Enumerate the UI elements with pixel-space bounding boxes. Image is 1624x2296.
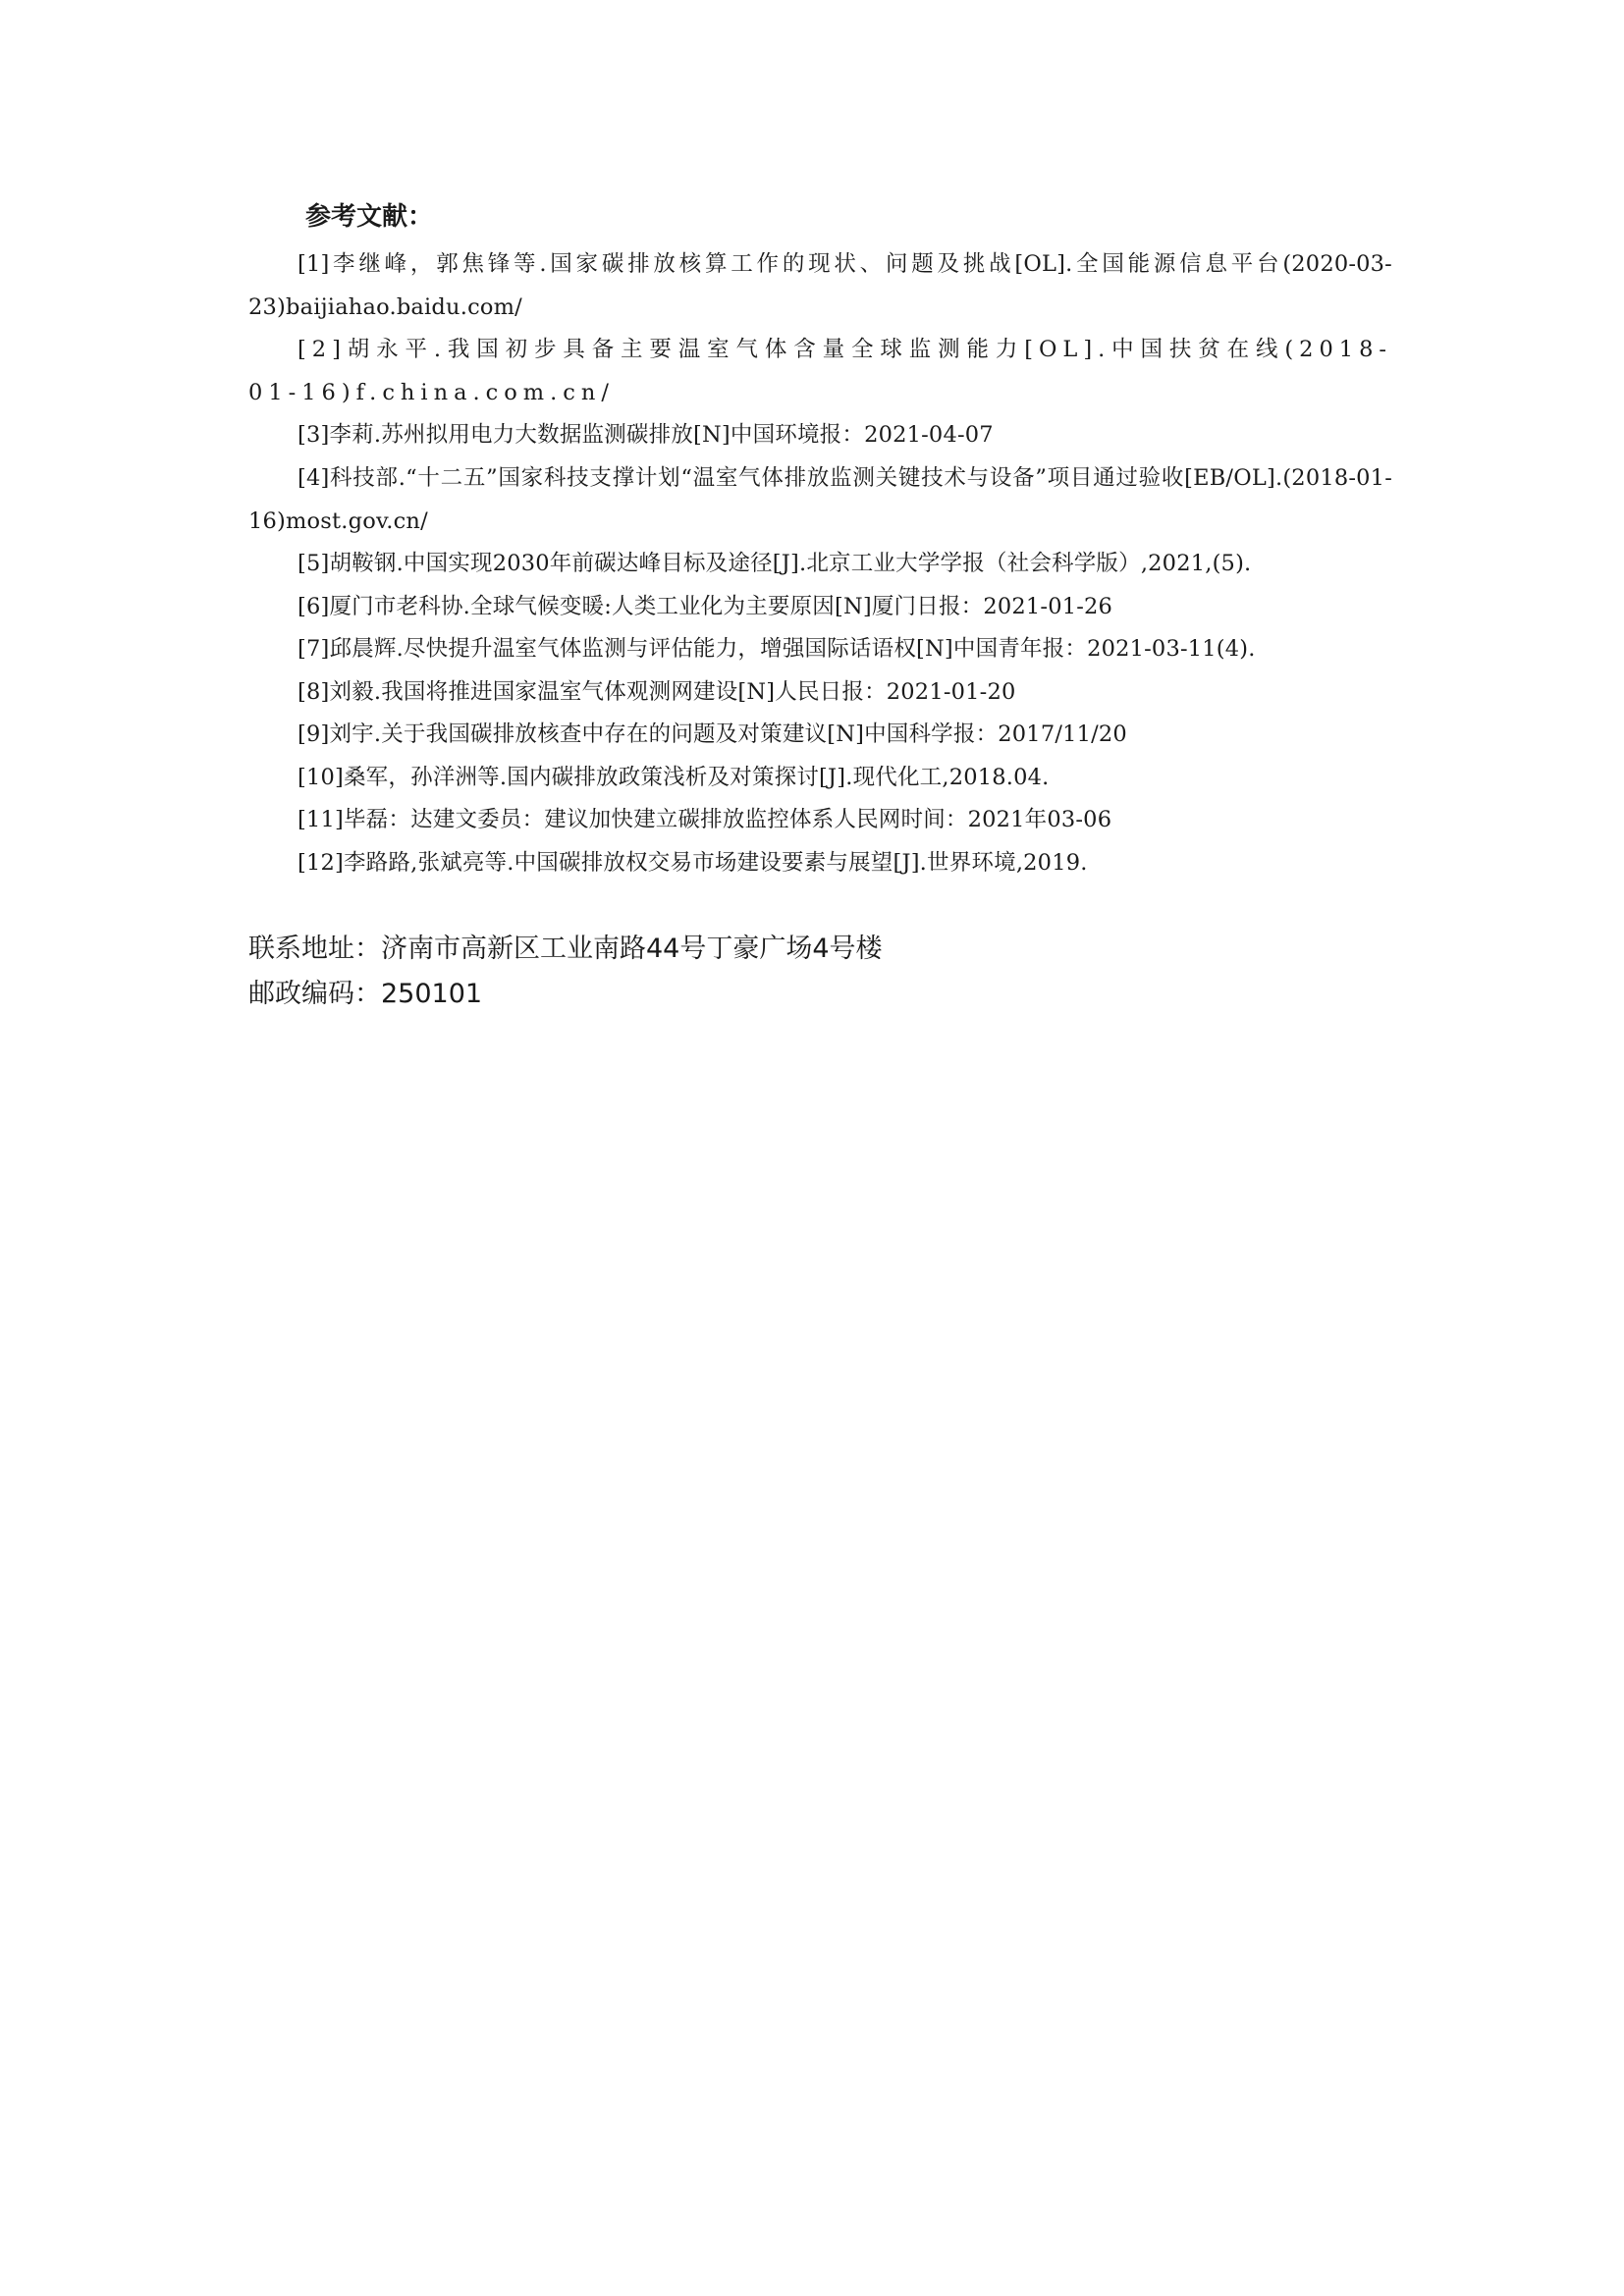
reference-item-1: [1]李继峰，郭焦锋等.国家碳排放核算工作的现状、问题及挑战[OL].全国能源信息平台(2020-03-23)baijiahao.baidu.com/ (248, 251, 1392, 320)
reference-item-7: [7]邱晨辉.尽快提升温室气体监测与评估能力，增强国际话语权[N]中国青年报：2021-03-11(4). (298, 636, 1256, 662)
contact-address: 联系地址：济南市高新区工业南路44号丁豪广场4号楼 (248, 934, 883, 964)
contact-postcode: 邮政编码：250101 (248, 979, 483, 1009)
reference-item-10: [10]桑军，孙洋洲等.国内碳排放政策浅析及对策探讨[J].现代化工,2018.04. (298, 765, 1050, 790)
reference-item-8: [8]刘毅.我国将推进国家温室气体观测网建设[N]人民日报：2021-01-20 (298, 679, 1016, 705)
reference-item-3: [3]李莉.苏州拟用电力大数据监测碳排放[N]中国环境报：2021-04-07 (298, 422, 994, 448)
reference-item-2: [2]胡永平.我国初步具备主要温室气体含量全球监测能力[OL].中国扶贫在线(2018-01-16)f.china.com.cn/ (248, 337, 1392, 405)
reference-item-12: [12]李路路,张斌亮等.中国碳排放权交易市场建设要素与展望[J].世界环境,2019. (298, 850, 1088, 876)
reference-item-5: [5]胡鞍钢.中国实现2030年前碳达峰目标及途径[J].北京工业大学学报（社会科学版）,2021,(5). (298, 551, 1252, 576)
reference-item-4: [4]科技部.“十二五”国家科技支撑计划“温室气体排放监测关键技术与设备”项目通过验收[EB/OL].(2018-01-16)most.gov.cn/ (248, 465, 1392, 534)
reference-item-6: [6]厦门市老科协.全球气候变暖:人类工业化为主要原因[N]厦门日报：2021-01-26 (298, 594, 1113, 619)
reference-item-9: [9]刘宇.关于我国碳排放核查中存在的问题及对策建议[N]中国科学报：2017/11/20 (298, 721, 1127, 747)
references-heading: 参考文献： (305, 202, 434, 232)
reference-item-11: [11]毕磊：达建文委员：建议加快建立碳排放监控体系人民网时间：2021年03-06 (298, 807, 1112, 832)
